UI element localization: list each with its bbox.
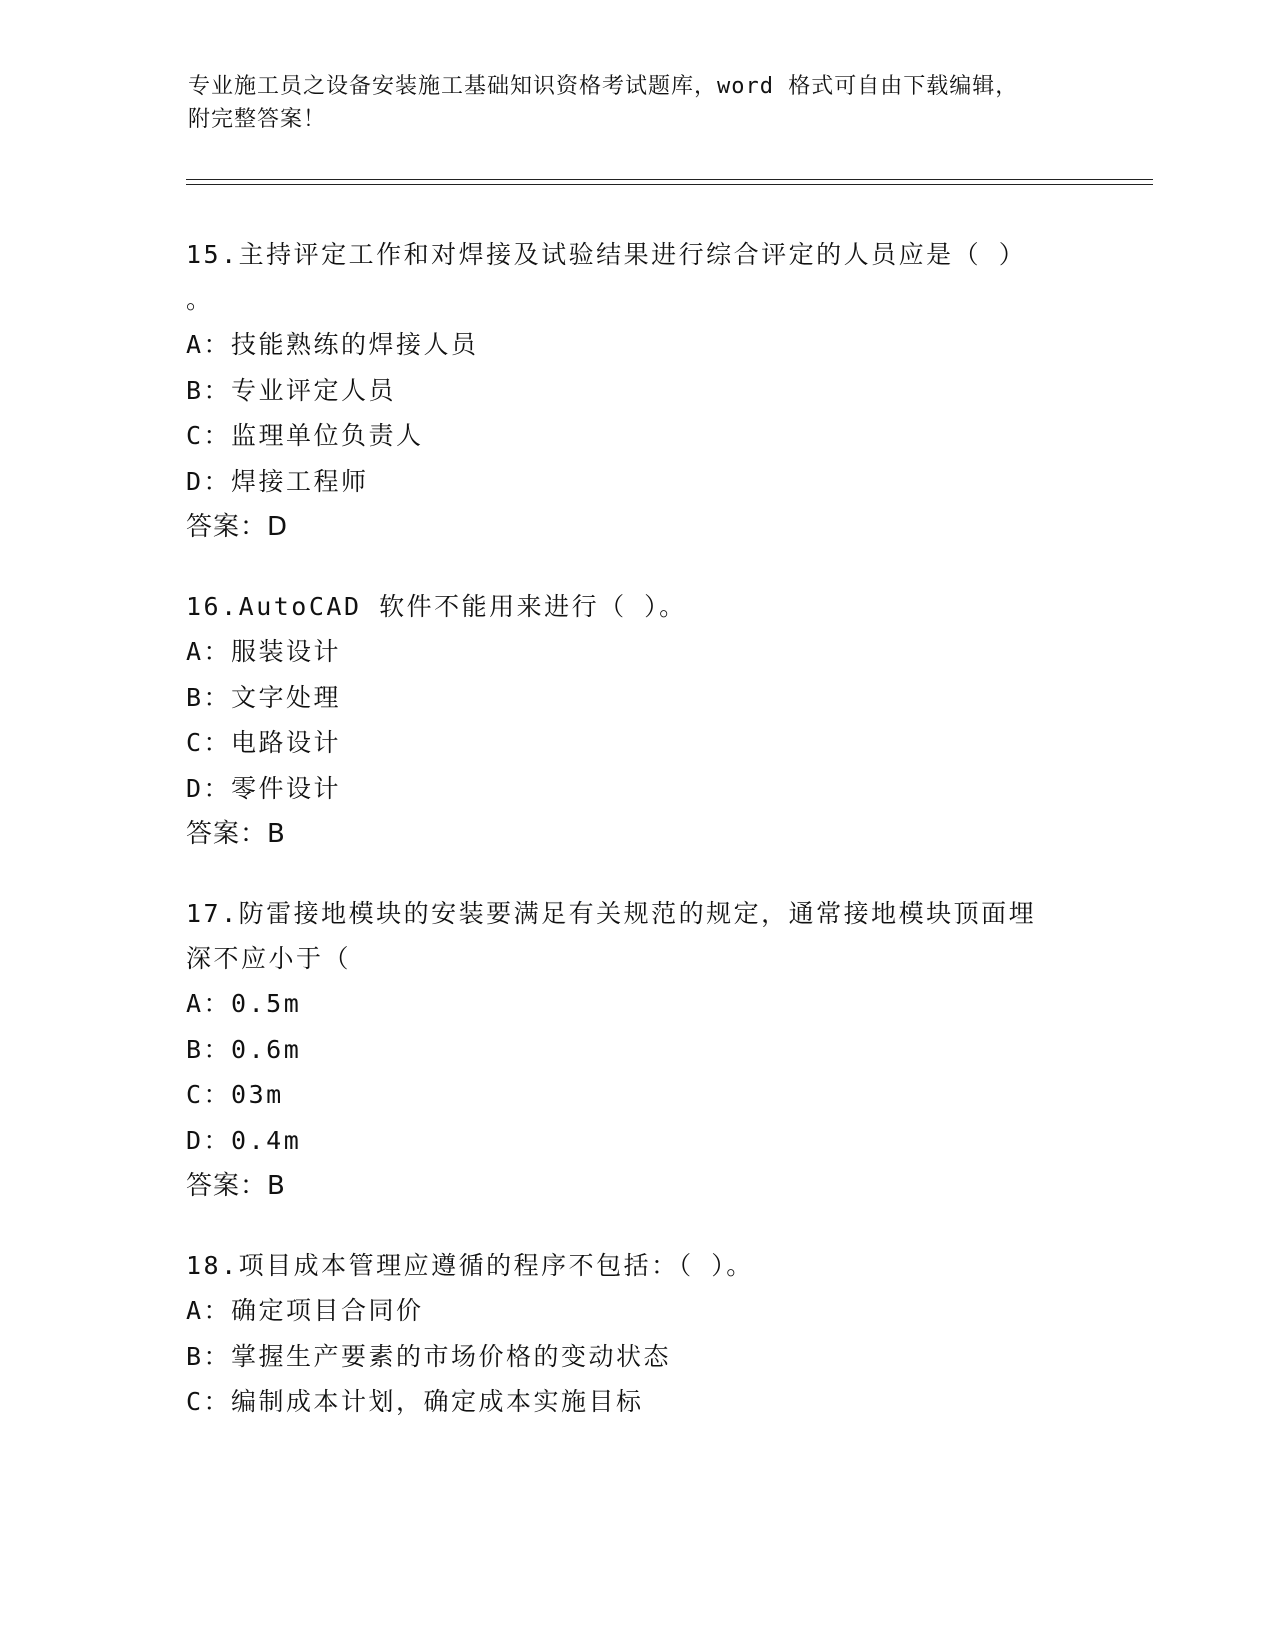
option-d: D：零件设计: [186, 773, 342, 803]
option-b: B：0.6m: [186, 1034, 302, 1064]
option-c: C：03m: [186, 1080, 284, 1109]
question-stem: 15.主持评定工作和对焊接及试验结果进行综合评定的人员应是（ ）: [186, 240, 1027, 269]
header-line-2: 附完整答案！: [188, 107, 327, 132]
option-d: D：焊接工程师: [186, 466, 369, 496]
option-b: B：掌握生产要素的市场价格的变动状态: [186, 1341, 672, 1371]
option-c: C：电路设计: [186, 728, 342, 757]
header-line-1: 专业施工员之设备安装施工基础知识资格考试题库，word 格式可自由下载编辑，: [188, 74, 1019, 99]
header-divider-top: [186, 179, 1153, 180]
question-stem-continued: 深不应小于（: [186, 944, 352, 973]
question-stem: 16.AutoCAD 软件不能用来进行（ ）。: [186, 592, 687, 621]
question-stem-continued: 。: [186, 285, 214, 314]
question-15: [186, 232, 1106, 550]
option-b: B：文字处理: [186, 682, 342, 712]
option-d: D：0.4m: [186, 1125, 302, 1155]
option-a: A：服装设计: [186, 637, 342, 666]
question-stem: 18.项目成本管理应遵循的程序不包括：（ ）。: [186, 1251, 754, 1280]
question-18: [186, 1243, 1106, 1425]
question-list: [186, 232, 1106, 1459]
answer: 答案：B: [186, 1171, 286, 1201]
question-16: [186, 584, 1106, 857]
answer: 答案：D: [186, 512, 289, 542]
option-b: B：专业评定人员: [186, 375, 397, 405]
option-a: A：技能熟练的焊接人员: [186, 330, 479, 359]
question-17: [186, 891, 1106, 1209]
document-header: [188, 70, 1088, 136]
answer: 答案：B: [186, 819, 286, 849]
option-a: A：确定项目合同价: [186, 1296, 424, 1325]
header-divider-bottom: [186, 184, 1153, 185]
option-c: C：编制成本计划，确定成本实施目标: [186, 1387, 644, 1416]
option-c: C：监理单位负责人: [186, 421, 424, 450]
option-a: A：0.5m: [186, 989, 302, 1018]
question-stem: 17.防雷接地模块的安装要满足有关规范的规定，通常接地模块顶面埋: [186, 899, 1037, 928]
